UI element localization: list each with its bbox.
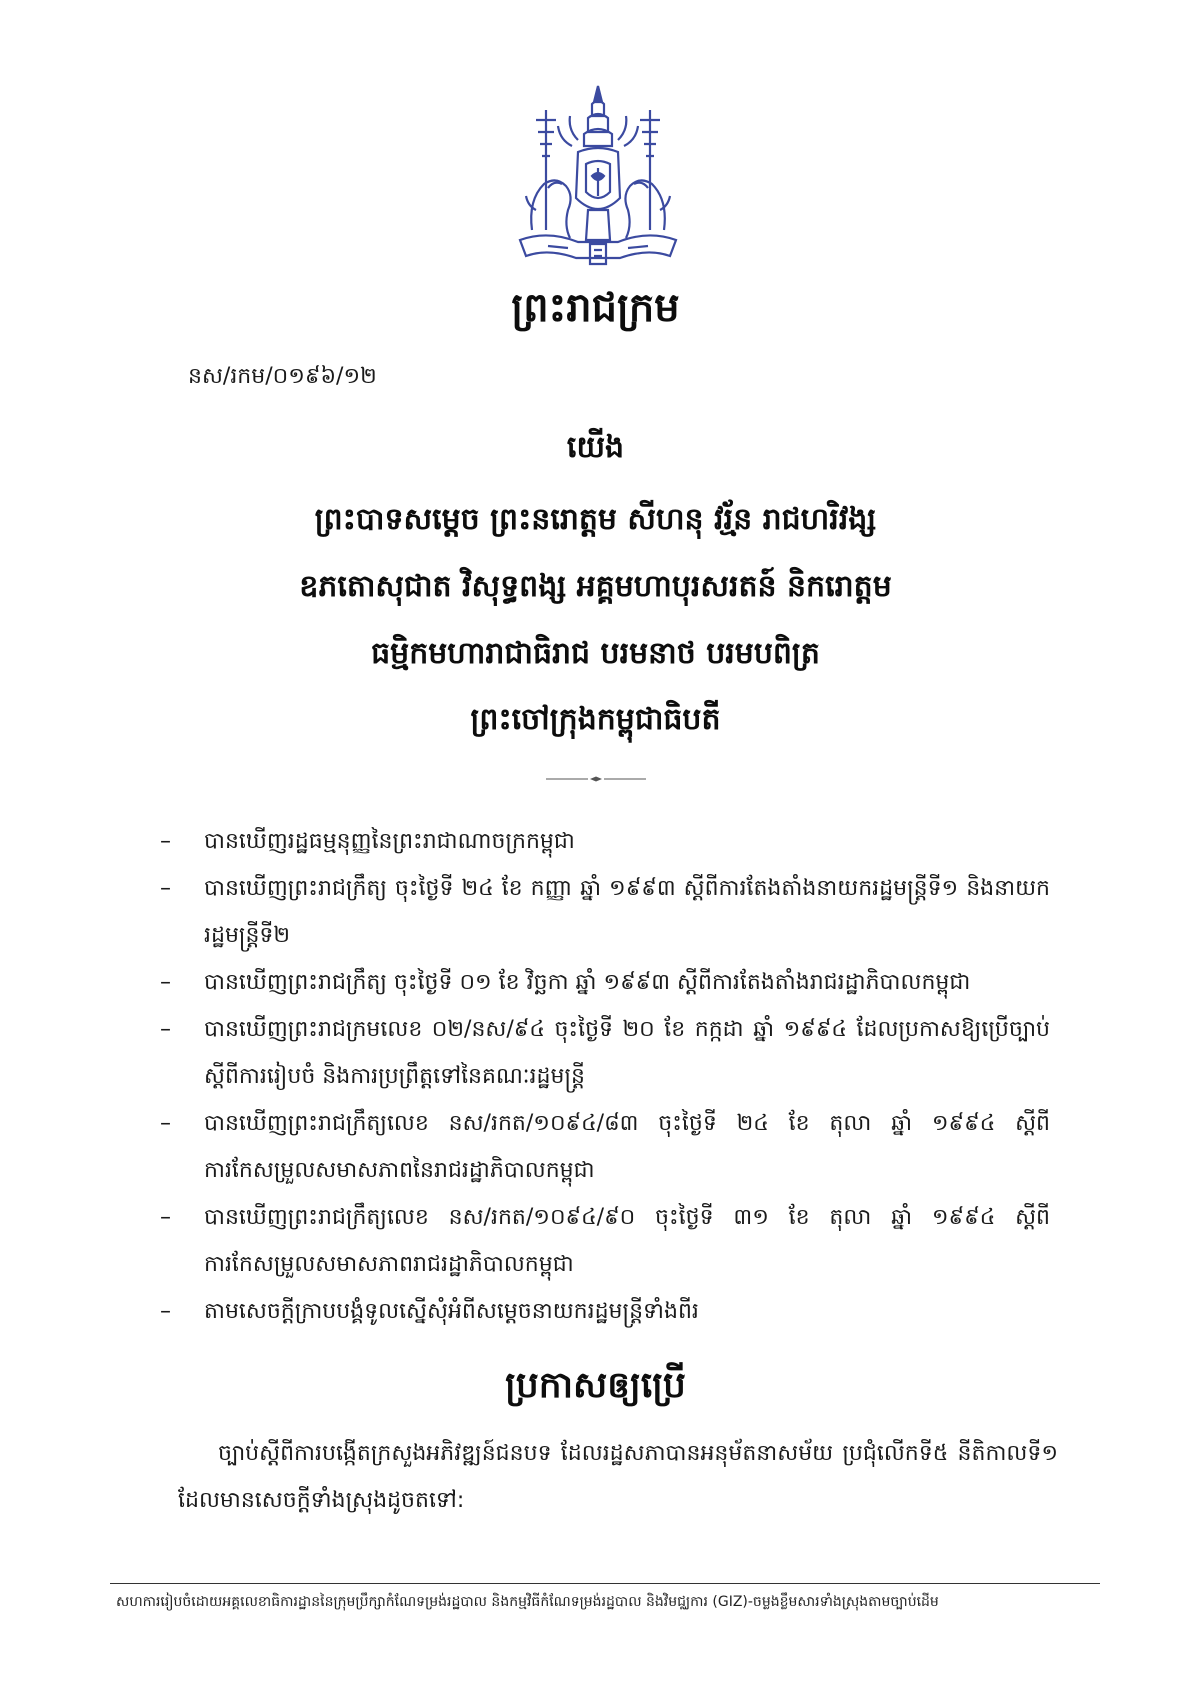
recital-item [160,1006,1050,1100]
recital-item [160,1194,1050,1288]
recital-item [160,1100,1050,1194]
list-dash: – [160,1111,171,1136]
recital-text: បានឃើញព្រះរាជក្រឹត្យ ចុះថ្ងៃទី ០១ ខែ វិច្ឆកា ឆ្នាំ ១៩៩៣ ស្តីពីការតែងតាំងរាជរដ្ឋាភិបាលកម្ពុជា [204,970,971,995]
recital-item [160,959,1050,1006]
recital-text: បានឃើញព្រះរាជក្រឹត្យលេខ នស/រកត/១០៩៤/៨៣ ចុះថ្ងៃទី ២៤ ខែ តុលា ឆ្នាំ ១៩៩៤ ស្តីពីការកែសម្រួលសមាសភាពនៃរាជរដ្ឋាភិបាលកម្ពុជា [204,1111,1050,1183]
heading-we: យើង [566,430,625,465]
recital-text: បានឃើញព្រះរាជក្រឹត្យ ចុះថ្ងៃទី ២៤ ខែ កញ្ញា ឆ្នាំ ១៩៩៣ ស្តីពីការតែងតាំងនាយករដ្ឋមន្ត្រីទី១ និងនាយករដ្ឋមន្ត្រីទី២ [204,876,1050,948]
recital-item [160,865,1050,959]
list-dash: – [160,970,171,995]
king-title-line-2: ឧភតោសុជាត វិសុទ្ធពង្ស អគ្គមហាបុរសរតន៍ និករោត្តម [299,569,892,604]
decree-title: ព្រះរាជក្រម [511,284,680,331]
footer-divider [110,1583,1100,1584]
promulgation-title: ប្រកាសឲ្យប្រើ [505,1364,686,1406]
recital-text: បានឃើញព្រះរាជក្រឹត្យលេខ នស/រកត/១០៩៤/៩០ ចុះថ្ងៃទី ៣១ ខែ តុលា ឆ្នាំ ១៩៩៤ ស្តីពីការកែសម្រួលសមាសភាពរាជរដ្ឋាភិបាលកម្ពុជា [204,1205,1050,1277]
royal-coat-of-arms-icon [508,80,688,280]
recital-item [160,1288,1050,1335]
list-dash: – [160,1017,171,1042]
king-title-line-3: ធម្មិកមហារាជាធិរាជ បរមនាថ បរមបពិត្រ [371,636,820,671]
recital-text: តាមសេចក្តីក្រាបបង្គំទូលស្នើសុំអំពីសម្តេចនាយករដ្ឋមន្ត្រីទាំងពីរ [204,1299,699,1324]
recital-text: បានឃើញរដ្ឋធម្មនុញ្ញនៃព្រះរាជាណាចក្រកម្ពុជា [204,829,575,854]
king-title-line-4: ព្រះចៅក្រុងកម្ពុជាធិបតី [470,702,721,737]
recital-item [160,818,1050,865]
list-dash: – [160,829,171,854]
king-title-line-1: ព្រះបាទសម្តេច ព្រះនរោត្តម សីហនុ វរ្ម័ន រាជហរិវង្ស [314,502,877,537]
list-dash: – [160,876,171,901]
footer-note: សហការរៀបចំដោយអគ្គលេខាធិការដ្ឋាននៃក្រុមប្រឹក្សាកំណែទម្រង់រដ្ឋបាល និងកម្មវិធីកំណែទម្រង់រដ្ឋបាល និងវិមជ្ឈការ (GIZ)-ចម្លងខ្លឹមសារទាំងស្រុងតាមច្បាប់ដើម [116,1594,939,1610]
promulgation-body: ច្បាប់ស្តីពីការបង្កើតក្រសួងអភិវឌ្ឍន៍ជនបទ ដែលរដ្ឋសភាបានអនុម័តនាសម័យ ប្រជុំលើកទី៥ នីតិកាលទី១ ដែលមានសេចក្តីទាំងស្រុងដូចតទៅ: [178,1441,1058,1513]
ornamental-divider-icon [546,776,646,782]
recital-text: បានឃើញព្រះរាជក្រមលេខ ០២/នស/៩៤ ចុះថ្ងៃទី ២០ ខែ កក្កដា ឆ្នាំ ១៩៩៤ ដែលប្រកាសឱ្យប្រើច្បាប់ស្តីពីការរៀបចំ និងការប្រព្រឹត្តទៅនៃគណៈរដ្ឋមន្ត្រី [204,1017,1050,1089]
list-dash: – [160,1299,171,1324]
reference-number: នស/រកម/០១៩៦/១២ [188,364,377,389]
recitals-list [160,818,1050,1335]
list-dash: – [160,1205,171,1230]
